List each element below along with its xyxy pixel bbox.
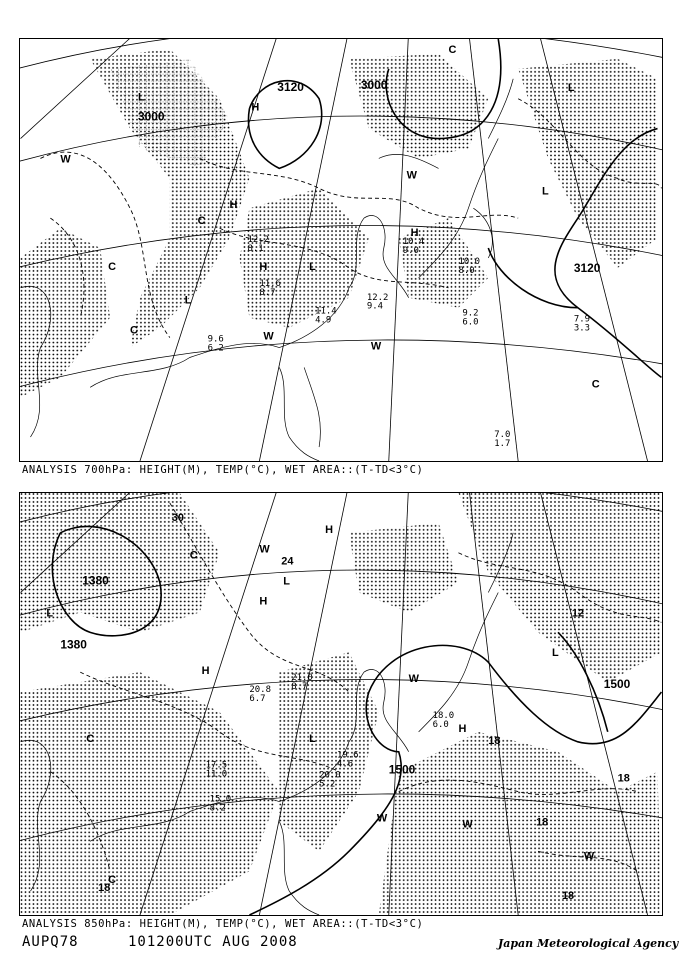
contour-label: 1380 [60, 637, 87, 652]
map-700hpa [20, 39, 662, 461]
wet-area-850 [21, 493, 662, 915]
temp-center-warm: W [370, 340, 382, 353]
valid-time: 101200UTC AUG 2008 [128, 934, 298, 950]
station-value: 6.0 [462, 317, 479, 328]
isotherm-label: 12 [571, 607, 585, 620]
contour-label: 1500 [603, 677, 631, 692]
station-value: 10.0 [458, 256, 480, 267]
pressure-center-low: L [309, 260, 316, 273]
pressure-center-low: L [309, 732, 316, 745]
temp-center-warm: W [462, 818, 473, 831]
contour-label: 3120 [277, 79, 304, 94]
station-value: 9.0 [402, 245, 419, 256]
isotherm-label: 18 [488, 734, 501, 747]
station-value: 17.5 [205, 760, 228, 771]
chart-850hpa [19, 492, 663, 916]
station-value: 6.7 [249, 694, 266, 705]
pressure-center-low: L [46, 607, 54, 620]
station-value: 9.6 [207, 334, 224, 345]
map-850hpa [20, 493, 662, 915]
chart-700hpa [19, 38, 663, 462]
pressure-center-high: H [201, 665, 210, 678]
station-value: 4.6 [337, 759, 354, 770]
temp-center-cold: C [86, 732, 95, 745]
contour-label: 3000 [137, 109, 165, 124]
station-value: 8.0 [458, 265, 475, 276]
pressure-center-high: H [259, 260, 268, 273]
station-value: 9.2 [462, 308, 479, 319]
isotherm-label: 18 [617, 772, 630, 785]
caption-850hpa: ANALYSIS 850hPa: HEIGHT(M), TEMP(°C), WET AREA::(T-TD<3°C) [22, 918, 424, 930]
pressure-center-high: H [325, 523, 333, 536]
pressure-center-low: L [184, 294, 192, 307]
station-value: 3.3 [573, 323, 591, 334]
isotherm-label: 18 [561, 890, 575, 903]
caption-700hpa: ANALYSIS 700hPa: HEIGHT(M), TEMP(°C), WET AREA::(T-TD<3°C) [22, 464, 424, 476]
temp-center-cold: C [108, 260, 117, 273]
chart-id: AUPQ78 [22, 934, 79, 950]
temp-center-warm: W [406, 169, 418, 182]
station-value: 8.7 [259, 287, 276, 298]
station-value: 19.6 [337, 750, 359, 761]
pressure-center-high: H [259, 595, 268, 608]
temp-center-warm: W [259, 543, 270, 556]
pressure-center-low: L [552, 647, 559, 660]
temp-center-warm: W [376, 812, 388, 825]
isotherm-label: 30 [171, 511, 184, 524]
station-value: 11.4 [315, 306, 337, 317]
isotherm-label: 24 [281, 555, 294, 568]
station-value: 8.7 [291, 682, 308, 693]
station-value: 15.0 [209, 794, 232, 805]
station-value: 18.0 [432, 710, 455, 721]
station-value: 6.0 [432, 719, 449, 730]
temp-center-cold: C [197, 215, 206, 228]
station-value: 5.2 [319, 779, 336, 790]
temp-center-cold: C [108, 874, 117, 887]
pressure-center-high: H [410, 227, 419, 240]
station-value: 7.9 [573, 314, 591, 325]
station-value: 12.2 [366, 292, 389, 303]
temp-center-warm: W [408, 673, 420, 686]
temp-center-cold: C [591, 378, 600, 391]
isotherm-label: 18 [98, 882, 111, 895]
station-value: 21.0 [291, 673, 313, 684]
station-value: 11.0 [205, 769, 228, 780]
agency-name: Japan Meteorological Agency [498, 937, 679, 950]
pressure-center-low: L [542, 185, 549, 198]
station-value: 10.4 [402, 237, 425, 248]
contour-label: 1500 [388, 762, 416, 777]
temp-center-warm: W [60, 153, 71, 166]
isotherm-label: 18 [536, 816, 549, 829]
station-value: 4.9 [315, 315, 332, 326]
contour-label: 3000 [360, 77, 388, 92]
temp-center-warm: W [263, 330, 274, 343]
wet-area-700 [21, 49, 658, 397]
station-value: 8.1 [247, 243, 264, 254]
station-value: 8.2 [209, 803, 226, 814]
station-value: 7.0 [494, 430, 511, 441]
pressure-center-high: H [458, 722, 467, 735]
station-value: 20.0 [319, 770, 341, 781]
temp-center-cold: C [448, 43, 457, 56]
temp-center-cold: C [189, 549, 198, 562]
temp-center-cold: C [130, 324, 138, 337]
pressure-center-high: H [251, 101, 260, 114]
temp-center-warm: W [583, 850, 595, 863]
pressure-center-high: H [229, 199, 238, 212]
station-value: 1.7 [494, 439, 511, 450]
station-value: 6.2 [207, 343, 224, 354]
station-value: 9.4 [366, 301, 384, 312]
station-value: 11.6 [259, 278, 281, 289]
station-value: 12.2 [247, 235, 269, 246]
station-value: 20.8 [249, 685, 271, 696]
pressure-center-low: L [283, 575, 290, 588]
contour-label: 3120 [573, 260, 601, 275]
pressure-center-low: L [567, 81, 575, 94]
pressure-center-low: L [137, 91, 145, 104]
contour-label: 1380 [82, 573, 109, 588]
